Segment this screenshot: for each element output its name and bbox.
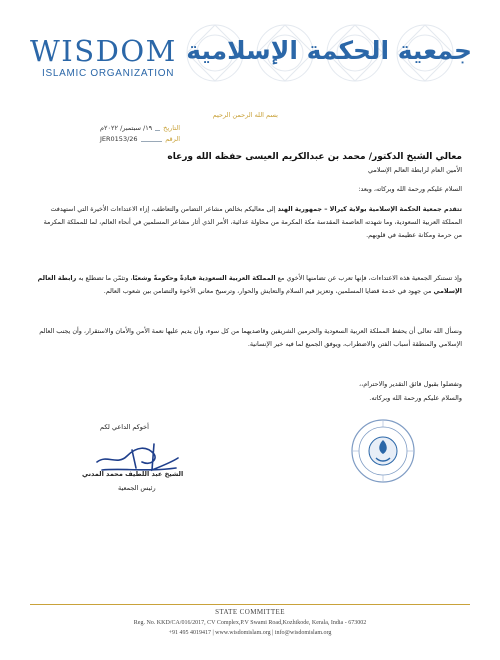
- paragraph-2-text-a: وإذ تستنكر الجمعية هذه الاعتداءات، فإنها تعرب عن تضامنها الأخوي مع: [275, 274, 462, 282]
- date-row: [100, 122, 180, 133]
- reference-block: [100, 122, 180, 144]
- date-value: ١٩/ سبتمبر/ ٢٠٢٢م: [100, 123, 153, 132]
- footer-address: Reg. No. KKD/CA/016/2017, CV Complex,P.V Swami Road,Kozhikode, Kerala, India - 673002: [133, 620, 367, 626]
- signatory-title: رئيس الجمعية: [118, 484, 156, 492]
- footer-divider: [30, 604, 470, 605]
- recipient-block: [42, 152, 462, 174]
- signature-intro: أخوكم الداعي لكم: [100, 423, 149, 431]
- paragraph-2-bold-a: المملكة العربية السعودية قيادةً وحكومةً وشعبًا: [132, 274, 276, 282]
- closing-salutation: والسلام عليكم ورحمة الله وبركاته.: [369, 394, 462, 402]
- paragraph-3: ونسأل الله تعالى أن يحفظ المملكة العربية السعودية والحرمين الشريفين وقاصديهما من كل سوء، وأن يديم عليها نعمة الأمن والأمان والاستقرار، وأن يجنب العالم الإسلامي والمنطقة أسباب الفتن والاضطراب، ويوفق الجميع لما فيه خير الإنسانية.: [39, 327, 462, 348]
- logo-subtitle: ISLAMIC ORGANIZATION: [42, 68, 175, 79]
- organization-seal: [350, 418, 416, 484]
- ref-underline: [141, 135, 163, 142]
- greeting: السلام عليكم ورحمة الله وبركاته، وبعد:: [358, 185, 462, 193]
- bismillah: بسم الله الرحمن الرحيم: [212, 111, 278, 119]
- paragraph-1-text: إلى معاليكم بخالص مشاعر التضامن والتعاطف، إزاء الاعتداءات الأخيرة التي استهدفت المملكة العربية السعودية، وما شهدته العاصمة المقدسة مكة المكرمة من محاولة عدائية، الأمر الذي أثار مشاعر المسلمين في أنحاء العالم، لما للمملكة المكرمة من حرمة ومكانة عظيمة في قلوبهم.: [43, 205, 462, 239]
- logo-arabic: جمعية الحكمة الإسلامية: [186, 36, 472, 65]
- paragraph-2: [36, 272, 462, 298]
- closing-regards: وتفضلوا بقبول فائق التقدير والاحترام،،: [359, 380, 462, 388]
- date-underline: [155, 124, 160, 131]
- footer-contact: +91 495 4019417 | www.wisdomislam.org | info@wisdomislam.org: [168, 630, 332, 636]
- ref-label: الرقم: [165, 134, 180, 143]
- paragraph-2-bold-b: رابطة العالم الإسلامي: [37, 274, 462, 295]
- footer-committee: STATE COMMITTEE: [215, 608, 285, 616]
- ref-row: [100, 133, 180, 144]
- recipient-title: الأمين العام لرابطة العالم الإسلامي: [367, 166, 462, 174]
- recipient-name: معالي الشيخ الدكتور/ محمد بن عبدالكريم العيسى حفظه الله ورعاه: [167, 152, 462, 162]
- paragraph-1-bold: تتقدم جمعية الحكمة الإسلامية بولاية كيرالا – جمهورية الهند: [277, 205, 462, 213]
- date-label: التاريخ: [163, 123, 180, 132]
- paragraph-1: [36, 203, 462, 242]
- logo-english: [30, 36, 177, 79]
- paragraph-2-text-c: من جهود في خدمة قضايا المسلمين، وتعزيز قيم السلام والتعايش والحوار، وترسيخ معاني الأخوة والتضامن بين شعوب العالم.: [103, 287, 434, 295]
- logo-title: WISDOM: [30, 34, 177, 68]
- signatory-name: الشيخ عبد اللطيف محمد المدني: [82, 470, 184, 478]
- letterhead: [0, 0, 500, 108]
- ref-value: JER0153/26: [100, 134, 138, 143]
- paragraph-2-text-b: ، وتثمّن ما تضطلع به: [76, 274, 133, 282]
